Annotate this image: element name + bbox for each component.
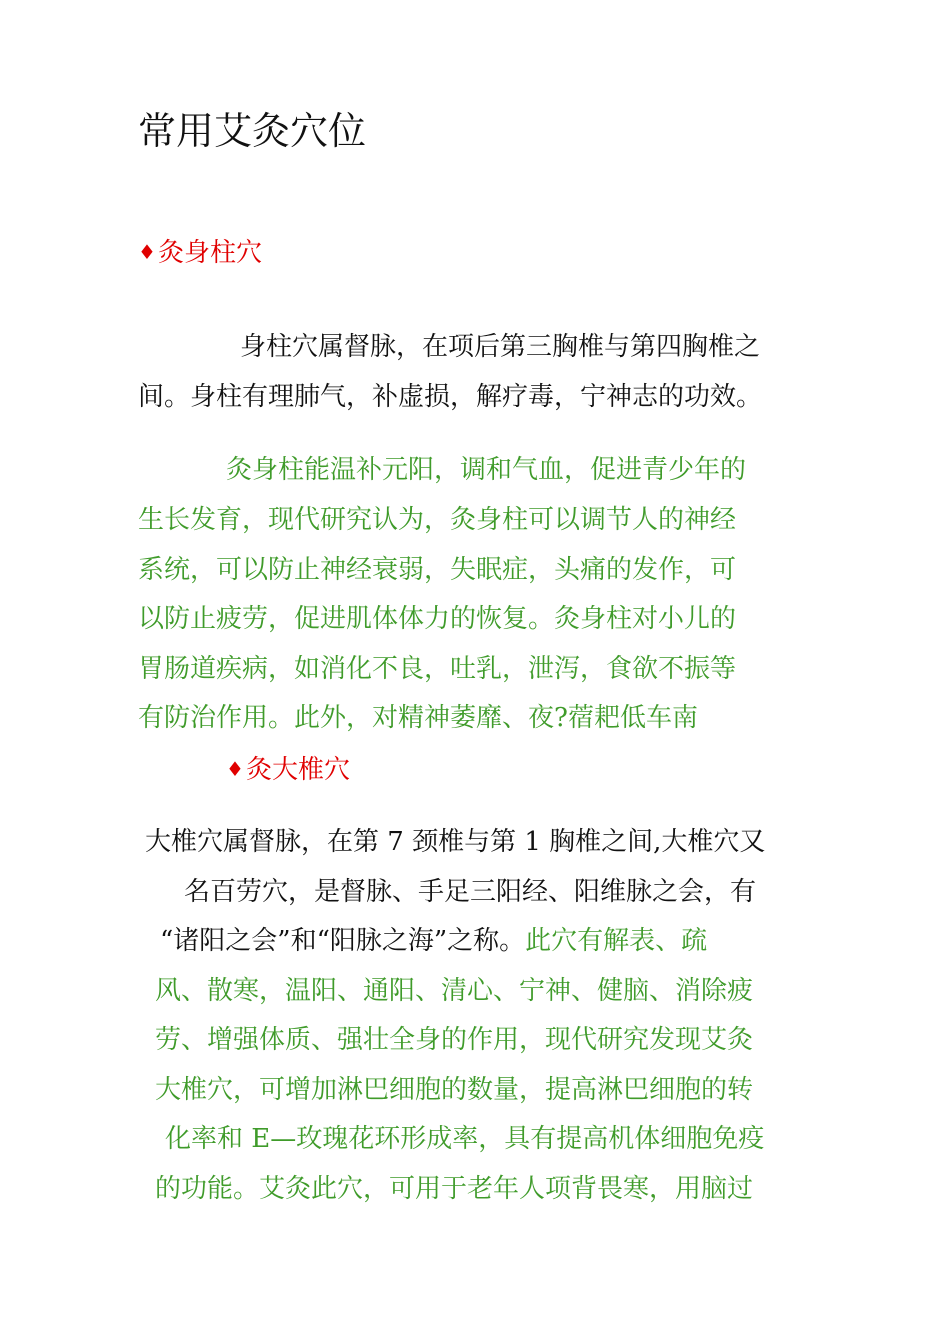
paragraph-line: 化率和 E—玫瑰花环形成率，具有提高机体细胞免疫 (165, 1124, 765, 1154)
diamond-bullet-icon: ♦ (138, 240, 156, 264)
paragraph-line: 系统，可以防止神经衰弱，失眠症，头痛的发作，可 (138, 555, 737, 585)
paragraph-line: 风、散寒，温阳、通阳、清心、宁神、健脑、消除疲 (155, 976, 754, 1006)
paragraph-line: 以防止疲劳，促进肌体体力的恢复。灸身柱对小儿的 (138, 604, 737, 634)
paragraph-line: 大椎穴属督脉，在第 7 颈椎与第 1 胸椎之间,大椎穴又 (145, 827, 766, 857)
section-heading-label: 灸大椎穴 (245, 755, 350, 785)
paragraph-line: 劳、增强体质、强壮全身的作用，现代研究发现艾灸 (155, 1025, 754, 1055)
page-title: 常用艾灸穴位 (138, 109, 367, 153)
paragraph-line: 的功能。艾灸此穴，可用于老年人项背畏寒，用脑过 (155, 1174, 754, 1204)
paragraph-line: 间。身柱有理肺气，补虚损，解疗毒，宁神志的功效。 (138, 382, 763, 412)
section-heading-dazhui (226, 751, 350, 788)
paragraph-segment: “诸阳之会”和“阳脉之海”之称。 (160, 926, 526, 956)
paragraph-line: 名百劳穴，是督脉、手足三阳经、阳维脉之会，有 (184, 877, 757, 907)
paragraph-line: 大椎穴，可增加淋巴细胞的数量，提高淋巴细胞的转 (155, 1075, 754, 1105)
section-heading-label: 灸身柱穴 (157, 238, 262, 268)
paragraph-line: 灸身柱能温补元阳，调和气血，促进青少年的 (226, 455, 747, 485)
paragraph-line: 生长发育，现代研究认为，灸身柱可以调节人的神经 (138, 505, 737, 535)
paragraph-line: 身柱穴属督脉，在项后第三胸椎与第四胸椎之 (240, 332, 761, 362)
paragraph-line: 有防治作用。此外，对精神萎靡、夜?蓿耙低车南 (138, 703, 698, 733)
paragraph-line-mixed (160, 923, 707, 959)
paragraph-line: 胃肠道疾病，如消化不良，吐乳，泄泻，食欲不振等 (138, 654, 737, 684)
diamond-bullet-icon: ♦ (226, 757, 244, 781)
paragraph-segment-highlight: 此穴有解表、疏 (525, 926, 708, 956)
section-heading-shenzhu (138, 234, 262, 271)
